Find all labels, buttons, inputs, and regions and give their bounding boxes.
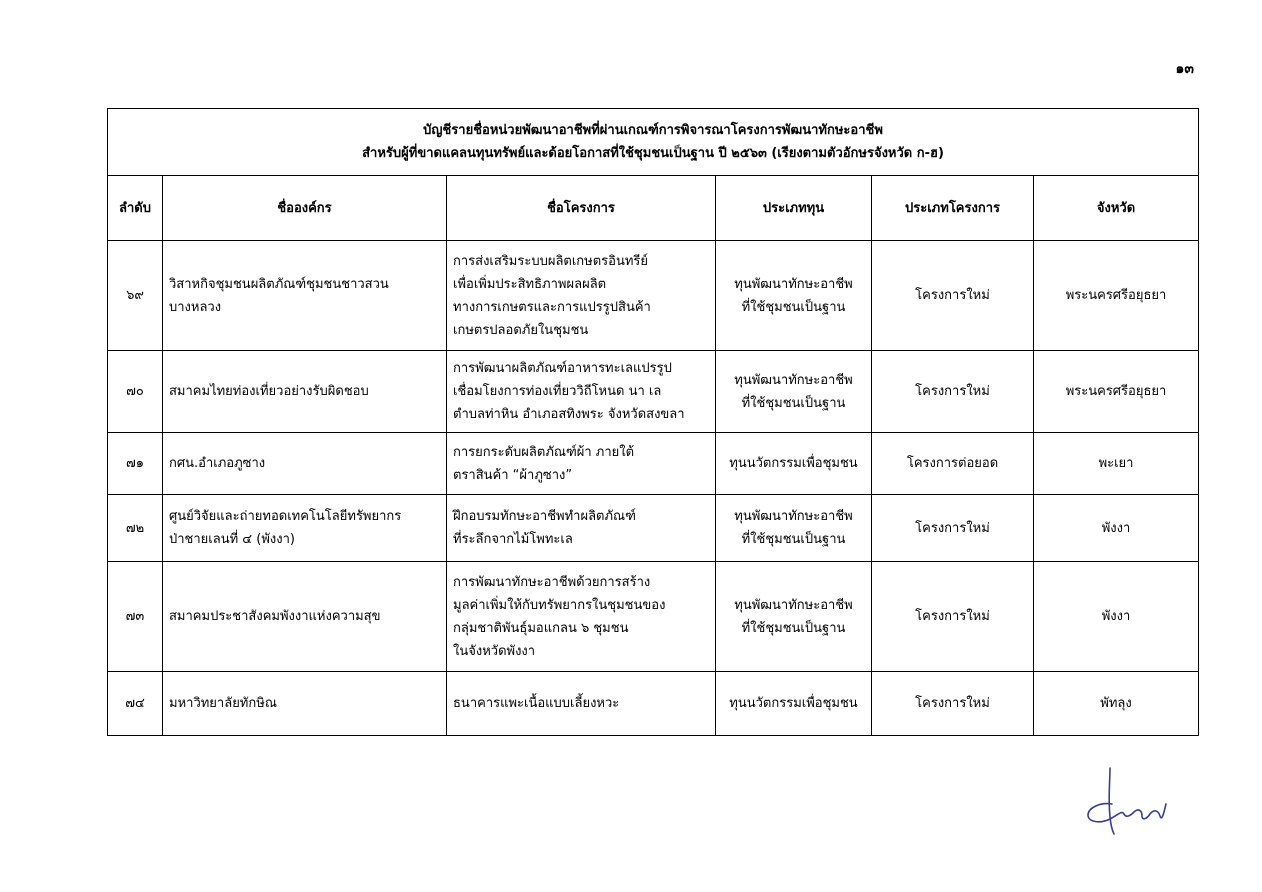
org-name (163, 562, 447, 672)
table-row (108, 351, 1199, 433)
fund-type (716, 495, 872, 562)
org-name (163, 495, 447, 562)
table-row (108, 495, 1199, 562)
org-line: สมาคมประชาสังคมพังงาแห่งความสุข (169, 609, 381, 624)
project-line: การพัฒนาทักษะอาชีพด้วยการสร้าง (453, 574, 651, 590)
header-row (108, 176, 1199, 241)
project-name (447, 433, 716, 495)
table-row (108, 241, 1199, 351)
fund-line: ทุนพัฒนาทักษะอาชีพ (734, 597, 853, 613)
row-number: ๗๒ (108, 495, 163, 562)
row-number: ๖๙ (108, 241, 163, 351)
province: พระนครศรีอยุธยา (1034, 351, 1199, 433)
fund-line: ทุนนวัตกรรมเพื่อชุมชน (729, 456, 858, 471)
project-line: ในจังหวัดพังงา (453, 643, 536, 659)
province: พังงา (1034, 562, 1199, 672)
project-type: โครงการต่อยอด (872, 433, 1034, 495)
project-line: มูลค่าเพิ่มให้กับทรัพยากรในชุมชนของ (453, 597, 666, 613)
fund-line: ที่ใช้ชุมชนเป็นฐาน (741, 395, 846, 411)
table-row (108, 562, 1199, 672)
province: พังงา (1034, 495, 1199, 562)
project-line: เกษตรปลอดภัยในชุมชน (453, 322, 589, 338)
project-type: โครงการใหม่ (872, 351, 1034, 433)
project-name (447, 495, 716, 562)
column-header-org: ชื่อองค์กร (163, 176, 447, 241)
project-line: การส่งเสริมระบบผลิตเกษตรอินทรีย์ (453, 253, 649, 269)
fund-line: ทุนพัฒนาทักษะอาชีพ (734, 372, 853, 388)
project-line: เชื่อมโยงการท่องเที่ยววิถีโหนด นา เล (453, 384, 662, 399)
project-line: ตราสินค้า “ผ้าภูซาง” (453, 467, 573, 483)
fund-line: ทุนพัฒนาทักษะอาชีพ (734, 509, 853, 524)
page-number: ๑๓ (1175, 61, 1194, 77)
project-line: ตำบลท่าหิน อำเภอสทิงพระ จังหวัดสงขลา (453, 407, 685, 422)
org-line: ป่าชายเลนที่ ๔ (พังงา) (169, 532, 295, 547)
org-line: กศน.อำเภอภูซาง (169, 456, 266, 471)
org-line: ศูนย์วิจัยและถ่ายทอดเทคโนโลยีทรัพยากร (169, 509, 402, 524)
fund-line: ที่ใช้ชุมชนเป็นฐาน (741, 299, 846, 315)
project-name (447, 672, 716, 736)
org-name (163, 433, 447, 495)
org-name (163, 351, 447, 433)
project-line: ที่ระลึกจากไม้โพทะเล (453, 532, 573, 547)
title-row (108, 109, 1199, 176)
project-line: การยกระดับผลิตภัณฑ์ผ้า ภายใต้ (453, 444, 635, 460)
project-line: กลุ่มชาติพันธุ์มอแกลน ๖ ชุมชน (453, 620, 629, 636)
project-line: เพื่อเพิ่มประสิทธิภาพผลผลิต (453, 276, 607, 292)
table-title (108, 109, 1199, 176)
column-header-type: ประเภทโครงการ (872, 176, 1034, 241)
row-number: ๗๑ (108, 433, 163, 495)
project-type: โครงการใหม่ (872, 241, 1034, 351)
province: พะเยา (1034, 433, 1199, 495)
province: พระนครศรีอยุธยา (1034, 241, 1199, 351)
project-line: การพัฒนาผลิตภัณฑ์อาหารทะเลแปรรูป (453, 361, 672, 376)
table-row (108, 672, 1199, 736)
column-header-no: ลำดับ (108, 176, 163, 241)
province: พัทลุง (1034, 672, 1199, 736)
row-number: ๗๓ (108, 562, 163, 672)
project-line: ฝึกอบรมทักษะอาชีพทำผลิตภัณฑ์ (453, 509, 636, 524)
fund-line: ที่ใช้ชุมชนเป็นฐาน (741, 532, 846, 547)
row-number: ๗๐ (108, 351, 163, 433)
project-line: ทางการเกษตรและการแปรรูปสินค้า (453, 299, 651, 315)
table-row (108, 433, 1199, 495)
column-header-province: จังหวัด (1034, 176, 1199, 241)
title-line-2: สำหรับผู้ที่ขาดแคลนทุนทรัพย์และด้อยโอกาสที่ใช้ชุมชนเป็นฐาน ปี ๒๕๖๓ (เรียงตามตัวอักษรจังหวัด ก-ฮ) (362, 146, 944, 161)
org-name (163, 241, 447, 351)
fund-line: ที่ใช้ชุมชนเป็นฐาน (741, 620, 846, 636)
column-header-fund: ประเภททุน (716, 176, 872, 241)
fund-line: ทุนพัฒนาทักษะอาชีพ (734, 276, 853, 292)
project-name (447, 241, 716, 351)
fund-type (716, 672, 872, 736)
project-line: ธนาคารแพะเนื้อแบบเลี้ยงหวะ (453, 696, 620, 711)
column-header-project: ชื่อโครงการ (447, 176, 716, 241)
org-line: สมาคมไทยท่องเที่ยวอย่างรับผิดชอบ (169, 384, 369, 399)
project-type: โครงการใหม่ (872, 562, 1034, 672)
org-line: มหาวิทยาลัยทักษิณ (169, 696, 277, 711)
signature-image (1080, 762, 1175, 837)
project-table (107, 108, 1199, 736)
org-name (163, 672, 447, 736)
project-type: โครงการใหม่ (872, 672, 1034, 736)
title-line-1: บัญชีรายชื่อหน่วยพัฒนาอาชีพที่ผ่านเกณฑ์การพิจารณาโครงการพัฒนาทักษะอาชีพ (423, 123, 883, 138)
org-line: วิสาหกิจชุมชนผลิตภัณฑ์ชุมชนชาวสวน (169, 276, 389, 292)
project-name (447, 562, 716, 672)
fund-type (716, 433, 872, 495)
fund-type (716, 562, 872, 672)
org-line: บางหลวง (169, 299, 222, 315)
fund-line: ทุนนวัตกรรมเพื่อชุมชน (729, 696, 858, 711)
fund-type (716, 241, 872, 351)
project-type: โครงการใหม่ (872, 495, 1034, 562)
project-name (447, 351, 716, 433)
fund-type (716, 351, 872, 433)
row-number: ๗๔ (108, 672, 163, 736)
